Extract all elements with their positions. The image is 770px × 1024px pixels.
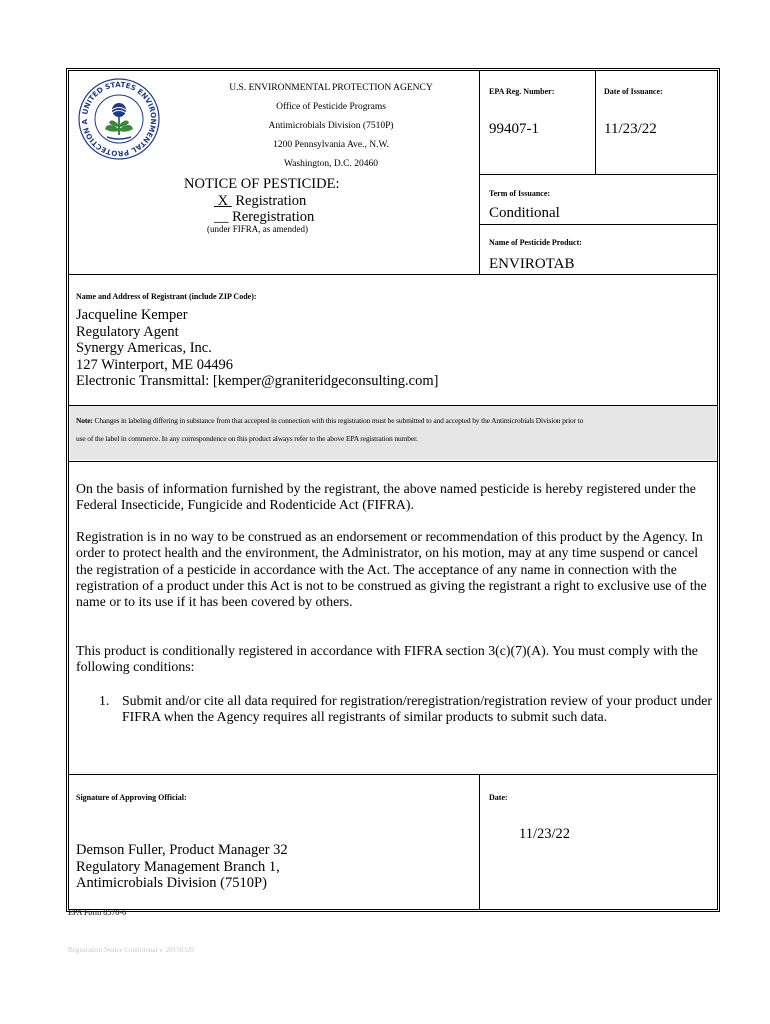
note-bar: [70, 406, 716, 460]
agency-block: [181, 79, 481, 174]
signature-date-label: Date:: [489, 793, 508, 802]
note-label: Note:: [76, 416, 93, 425]
para-conditional: This product is conditionally registered in accordance with FIFRA section 3(c)(7)(A). You must comply with the following conditions:: [76, 643, 698, 675]
para-endorsement: Registration is in no way to be construed as an endorsement or recommendation of this product by the Agency. In order to protect health and the environment, the Administrator, on his motion, may at any time suspend or cancel the registration of a pesticide in accordance with the Act. The acceptance of any name in connection with the registration of a product under this Act is not to be construed as giving the registrant a right to exclusive use of the name or to its use if it has been covered by others.: [76, 529, 707, 610]
para-basis: On the basis of information furnished by the registrant, the above named pesticide is hereby registered under the Federal Insecticide, Fungicide and Rodenticide Act (FIFRA).: [76, 481, 696, 513]
issuance-date: 11/23/22: [604, 121, 657, 137]
condition-number: 1.: [99, 693, 110, 708]
registrant-line: Regulatory Agent: [76, 323, 179, 340]
registration-mark: X: [217, 192, 229, 209]
official-line: Regulatory Management Branch 1,: [76, 858, 280, 875]
reregistration-label: Reregistration: [232, 209, 315, 225]
term-label: Term of Issuance:: [489, 189, 551, 198]
reregistration-mark: __: [214, 209, 229, 225]
notice-form: [68, 70, 718, 910]
reg-number-label: EPA Reg. Number:: [489, 87, 555, 96]
signature-label: Signature of Approving Official:: [76, 793, 187, 802]
epa-seal-icon: [77, 77, 161, 161]
form-number: EPA Form 8570-6: [68, 908, 126, 917]
agency-line: Office of Pesticide Programs: [276, 102, 386, 112]
registrant-line: Jacqueline Kemper: [76, 307, 188, 323]
product-name-label: Name of Pesticide Product:: [489, 238, 582, 247]
registrant-line: Synergy Americas, Inc.: [76, 340, 212, 356]
product-name: ENVIROTAB: [489, 256, 575, 272]
term-value: Conditional: [489, 205, 560, 221]
note-line2: use of the label in commerce. In any correspondence on this product always refer to the above EPA registration number.: [76, 434, 418, 443]
registration-label: Registration: [235, 192, 307, 209]
notice-title: NOTICE OF PESTICIDE:: [184, 176, 340, 192]
agency-line: 1200 Pennsylvania Ave., N.W.: [273, 140, 389, 150]
note-line1: Changes in labeling differing in substance from that accepted in connection with this registration must be submitted to and accepted by the Antimicrobials Division prior to: [94, 416, 584, 425]
issuance-date-label: Date of Issuance:: [604, 87, 663, 96]
agency-line: U.S. ENVIRONMENTAL PROTECTION AGENCY: [229, 83, 433, 93]
registration-option: [184, 193, 384, 210]
registrant-line: 127 Winterport, ME 04496: [76, 356, 234, 373]
registrant-label: Name and Address of Registrant (include ZIP Code):: [76, 292, 257, 301]
signature-date: 11/23/22: [519, 826, 571, 842]
reg-number: 99407-1: [489, 121, 539, 137]
note-text: [76, 412, 716, 448]
form-version: Registration Notice Conditional v. 20150320: [68, 946, 194, 954]
agency-line: Antimicrobials Division (7510P): [268, 121, 394, 131]
agency-line: Washington, D.C. 20460: [284, 159, 378, 169]
approving-official: [76, 842, 466, 892]
registrant-address: [76, 307, 706, 390]
registrant-line: Electronic Transmittal: [kemper@graniteridgeconsulting.com]: [76, 373, 439, 389]
notice-title-block: [184, 176, 384, 226]
under-fifra: (under FIFRA, as amended): [207, 224, 308, 234]
seal-text: UNITED STATES ENVIRONMENTAL PROTECTION A: [79, 79, 159, 159]
condition-text: Submit and/or cite all data required for registration/reregistration/registration review of your product under FIFRA when the Agency requires all registrants of similar products to submit such data.: [122, 693, 713, 725]
epa-seal: [77, 77, 161, 161]
official-line: Antimicrobials Division (7510P): [76, 875, 267, 891]
official-line: Demson Fuller, Product Manager 32: [76, 842, 288, 858]
